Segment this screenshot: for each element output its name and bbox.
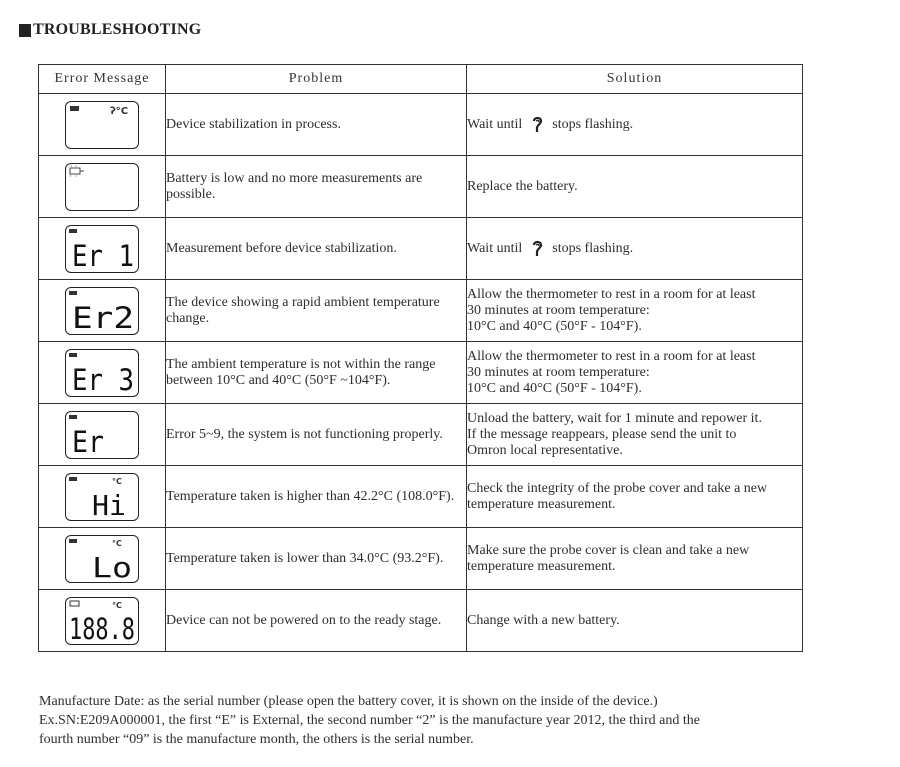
lcd-unit: °C bbox=[112, 600, 122, 610]
footnote-line: fourth number “09” is the manufacture month, the others is the serial number. bbox=[39, 732, 474, 747]
lcd-text: 188.8 bbox=[69, 611, 135, 646]
table-row bbox=[39, 466, 803, 528]
problem-cell: The device showing a rapid ambient temperature change. bbox=[166, 280, 467, 342]
solution-line: 30 minutes at room temperature: bbox=[467, 364, 650, 380]
table-header-row bbox=[39, 65, 803, 94]
error-display-cell bbox=[39, 528, 166, 590]
solution-line: If the message reappears, please send the unit to bbox=[467, 426, 737, 442]
lcd-text: Er 1 bbox=[72, 238, 134, 273]
solution-cell: Change with a new battery. bbox=[467, 590, 803, 652]
svg-text:ʔ°C: ʔ°C bbox=[110, 105, 129, 117]
lcd-all-segments-icon bbox=[65, 597, 139, 645]
solution-line: 30 minutes at room temperature: bbox=[467, 302, 650, 318]
lcd-error-icon bbox=[65, 411, 139, 459]
table-row bbox=[39, 528, 803, 590]
error-display-cell bbox=[39, 280, 166, 342]
error-display-cell bbox=[39, 342, 166, 404]
error-display-cell bbox=[39, 466, 166, 528]
lcd-text: Er2 bbox=[72, 300, 134, 335]
lcd-error-icon bbox=[65, 349, 139, 397]
table-row bbox=[39, 342, 803, 404]
error-display-cell bbox=[39, 590, 166, 652]
solution-text-before: Wait until bbox=[467, 240, 523, 256]
problem-cell: Battery is low and no more measurements are possible. bbox=[166, 156, 467, 218]
lcd-text: Lo bbox=[92, 550, 132, 584]
solution-text-before: Wait until bbox=[467, 116, 523, 132]
section-heading bbox=[19, 21, 201, 39]
ear-symbol-icon bbox=[532, 116, 543, 134]
manufacture-date-note bbox=[39, 692, 869, 749]
solution-line: Allow the thermometer to rest in a room for at least bbox=[467, 286, 756, 302]
solution-text-after: stops flashing. bbox=[552, 240, 634, 256]
footnote-line: Ex.SN:E209A000001, the first “E” is External, the second number “2” is the manufacture year 2012, the third and the bbox=[39, 713, 700, 728]
solution-text-after: stops flashing. bbox=[552, 116, 634, 132]
heading-text: TROUBLESHOOTING bbox=[33, 21, 202, 38]
solution-line: Omron local representative. bbox=[467, 442, 623, 458]
lcd-high-temp-icon bbox=[65, 473, 139, 521]
problem-cell: Error 5~9, the system is not functioning properly. bbox=[166, 404, 467, 466]
table-row bbox=[39, 156, 803, 218]
problem-cell: Measurement before device stabilization. bbox=[166, 218, 467, 280]
lcd-low-temp-icon bbox=[65, 535, 139, 583]
problem-cell: Device can not be powered on to the ready stage. bbox=[166, 590, 467, 652]
lcd-text: Er 3 bbox=[72, 362, 134, 397]
solution-cell: Check the integrity of the probe cover and take a new temperature measurement. bbox=[467, 466, 803, 528]
lcd-error-icon bbox=[65, 225, 139, 273]
footnote-line: Manufacture Date: as the serial number (please open the battery cover, it is shown on the inside of the device.) bbox=[39, 694, 658, 709]
lcd-unit: °C bbox=[112, 538, 122, 548]
table-row bbox=[39, 94, 803, 156]
header-solution: Solution bbox=[467, 65, 803, 94]
solution-line: 10°C and 40°C (50°F - 104°F). bbox=[467, 380, 642, 396]
error-display-cell bbox=[39, 218, 166, 280]
lcd-error-icon bbox=[65, 287, 139, 335]
table-row bbox=[39, 280, 803, 342]
lcd-text: Er bbox=[72, 424, 104, 459]
solution-cell: Make sure the probe cover is clean and take a new temperature measurement. bbox=[467, 528, 803, 590]
problem-cell: The ambient temperature is not within the range between 10°C and 40°C (50°F ~104°F). bbox=[166, 342, 467, 404]
problem-cell: Temperature taken is higher than 42.2°C (108.0°F). bbox=[166, 466, 467, 528]
solution-line: Allow the thermometer to rest in a room for at least bbox=[467, 348, 756, 364]
lcd-stabilizing-icon bbox=[65, 101, 139, 149]
solution-cell bbox=[467, 94, 803, 156]
solution-cell bbox=[467, 404, 803, 466]
header-problem: Problem bbox=[166, 65, 467, 94]
problem-cell: Temperature taken is lower than 34.0°C (93.2°F). bbox=[166, 528, 467, 590]
error-display-cell bbox=[39, 404, 166, 466]
solution-cell bbox=[467, 342, 803, 404]
solution-line: 10°C and 40°C (50°F - 104°F). bbox=[467, 318, 642, 334]
solution-cell: Replace the battery. bbox=[467, 156, 803, 218]
table-row bbox=[39, 590, 803, 652]
ear-symbol-icon bbox=[532, 240, 543, 258]
lcd-text: Hi bbox=[92, 488, 126, 522]
heading-square-bullet-icon bbox=[19, 24, 31, 37]
problem-cell: Device stabilization in process. bbox=[166, 94, 467, 156]
lcd-battery-low-icon bbox=[65, 163, 139, 211]
solution-cell bbox=[467, 218, 803, 280]
solution-cell bbox=[467, 280, 803, 342]
error-display-cell bbox=[39, 94, 166, 156]
solution-line: Unload the battery, wait for 1 minute and repower it. bbox=[467, 410, 762, 426]
error-display-cell bbox=[39, 156, 166, 218]
troubleshooting-table bbox=[38, 64, 803, 652]
lcd-unit: °C bbox=[112, 476, 122, 486]
header-error-message: Error Message bbox=[39, 65, 166, 94]
table-row bbox=[39, 218, 803, 280]
table-row bbox=[39, 404, 803, 466]
